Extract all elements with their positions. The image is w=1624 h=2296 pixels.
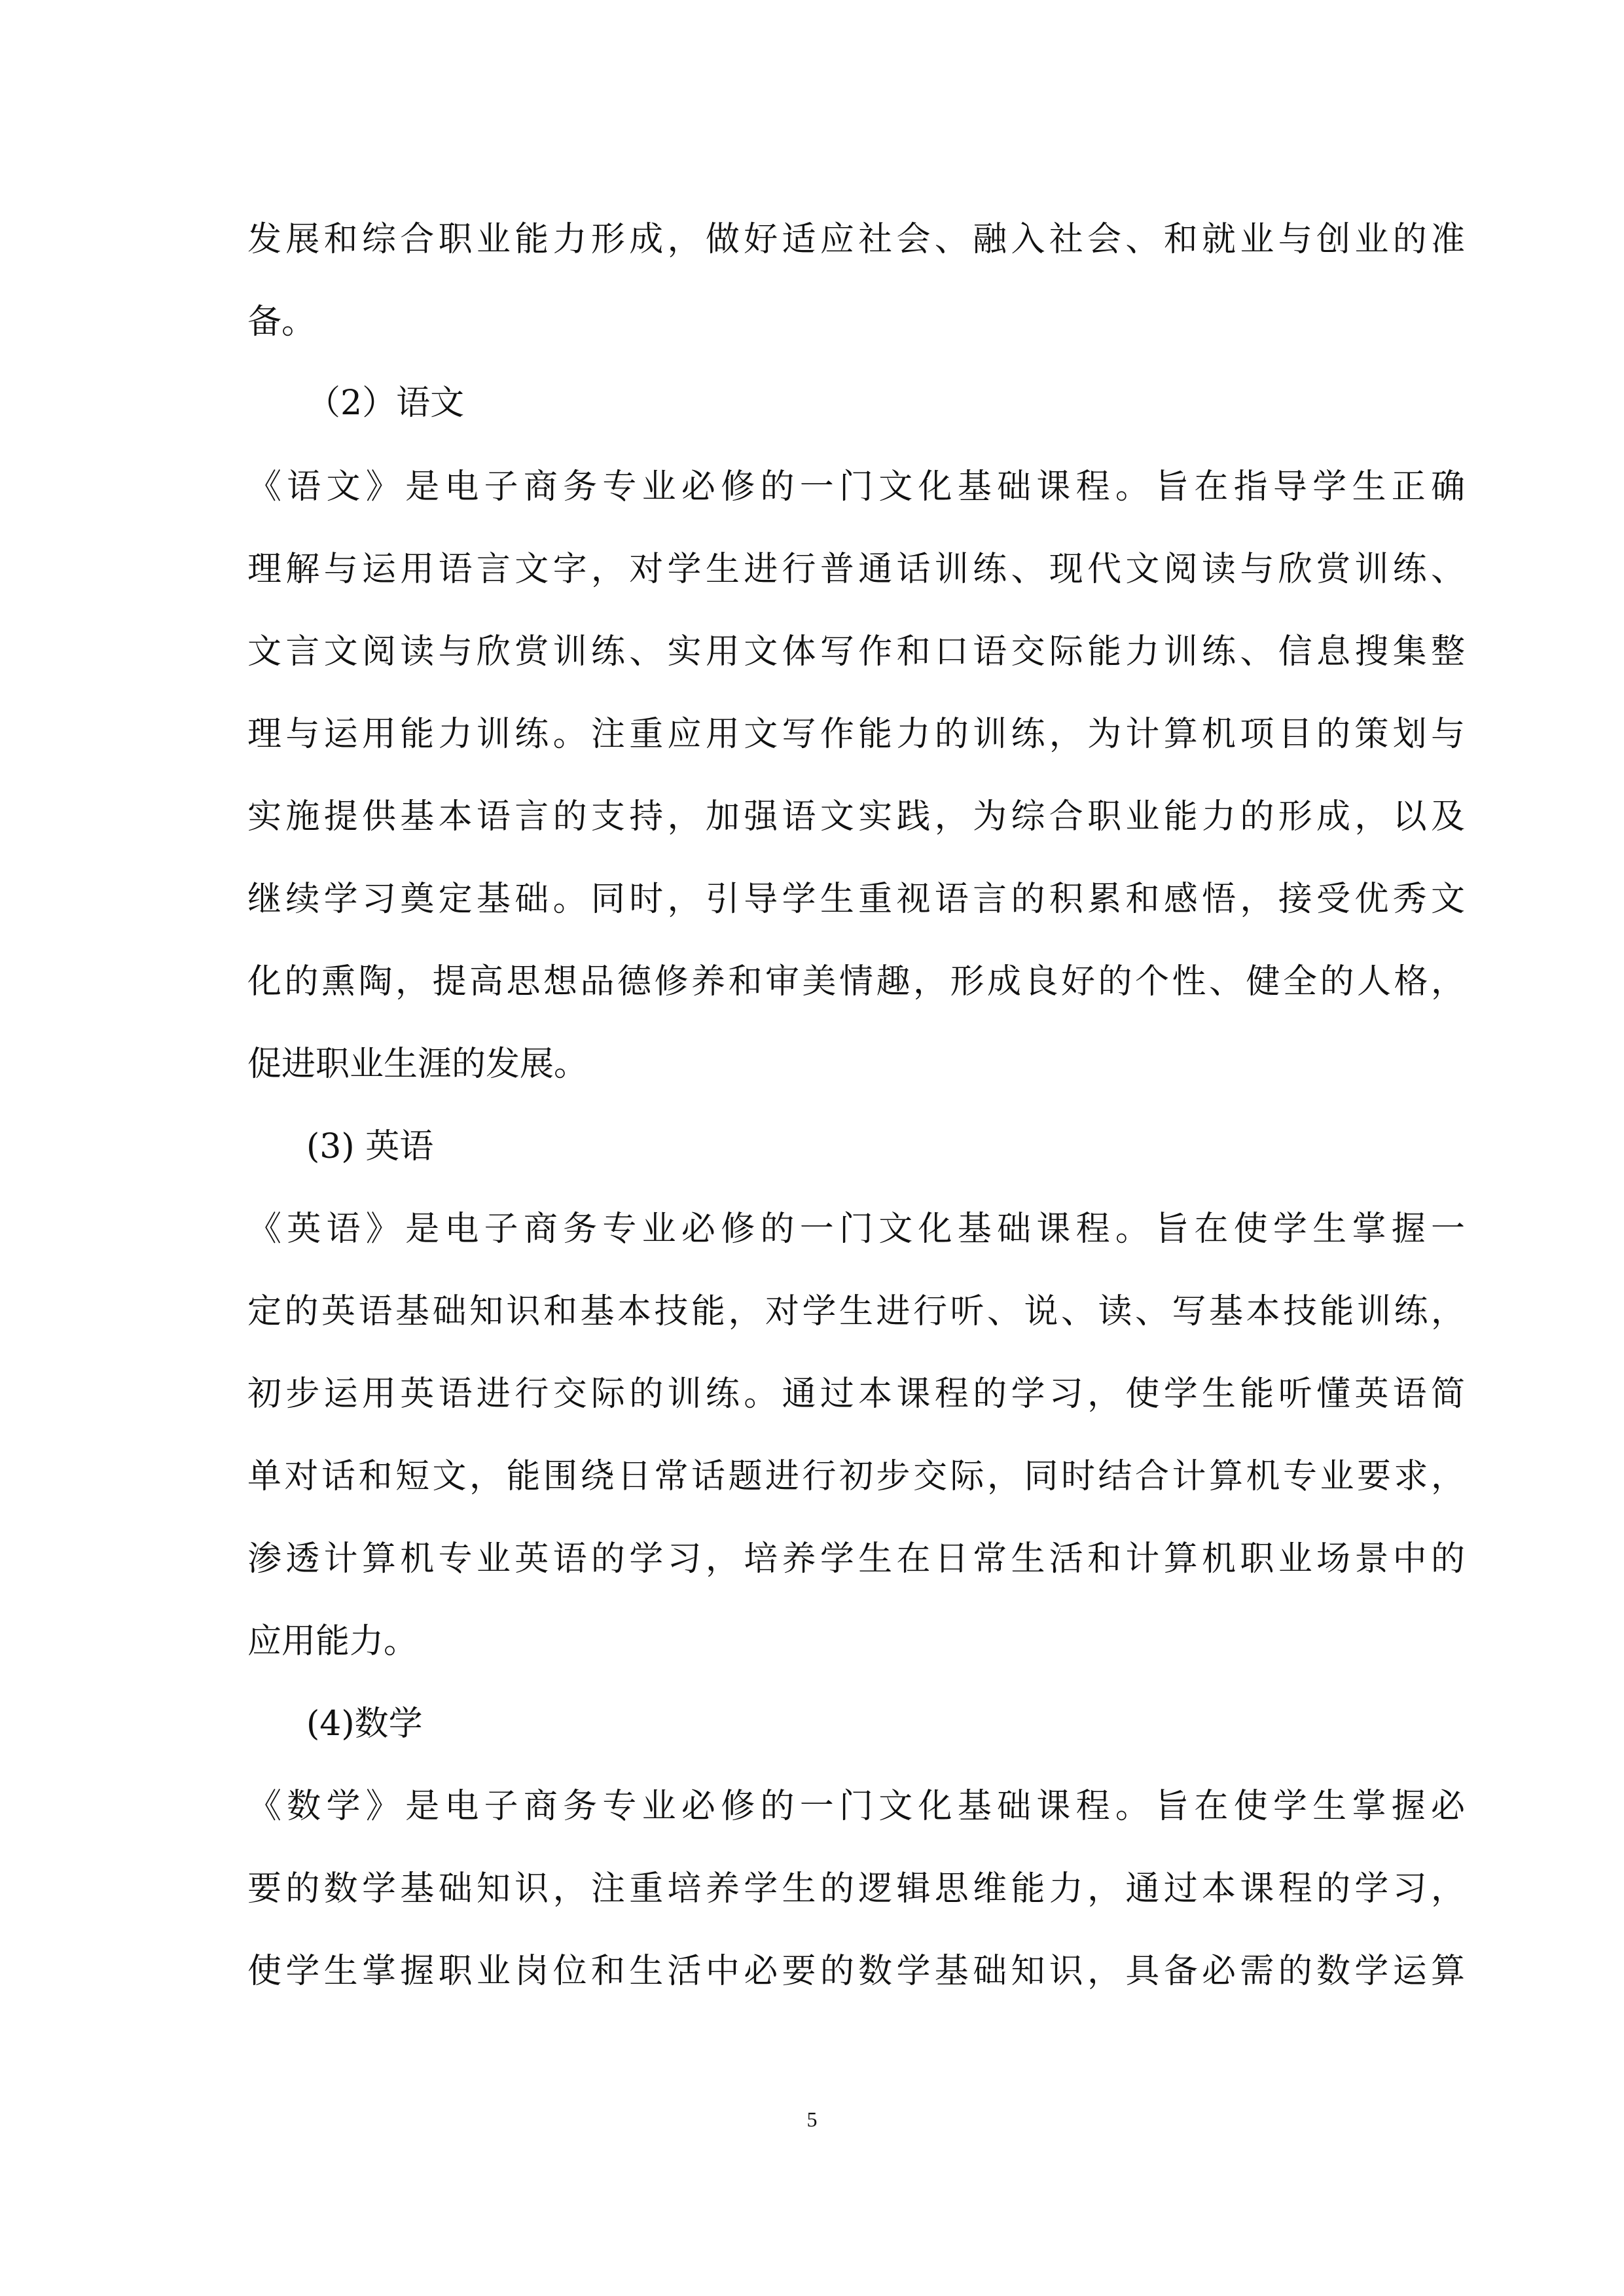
paragraph-line: 《语文》是电子商务专业必修的一门文化基础课程。旨在指导学生正确 [247,467,1465,507]
section-heading-chinese: （2）语文 [306,384,465,423]
paragraph-line: 使学生掌握职业岗位和生活中必要的数学基础知识，具备必需的数学运算 [247,1952,1465,1991]
paragraph-line: 初步运用英语进行交际的训练。通过本课程的学习，使学生能听懂英语简 [247,1374,1465,1414]
paragraph-line: 《英语》是电子商务专业必修的一门文化基础课程。旨在使学生掌握一 [247,1210,1465,1249]
paragraph-line: 定的英语基础知识和基本技能，对学生进行听、说、读、写基本技能训练， [247,1292,1465,1331]
paragraph-line: 实施提供基本语言的支持，加强语文实践，为综合职业能力的形成，以及 [247,797,1465,836]
intro-line-1: 发展和综合职业能力形成，做好适应社会、融入社会、和就业与创业的准 [247,220,1465,259]
section-heading-math: (4)数学 [306,1704,423,1744]
paragraph-line: 要的数学基础知识，注重培养学生的逻辑思维能力，通过本课程的学习， [247,1869,1465,1909]
paragraph-line: 继续学习奠定基础。同时，引导学生重视语言的积累和感悟，接受优秀文 [247,880,1465,919]
paragraph-line: 理与运用能力训练。注重应用文写作能力的训练，为计算机项目的策划与 [247,715,1465,754]
paragraph-line: 《数学》是电子商务专业必修的一门文化基础课程。旨在使学生掌握必 [247,1787,1465,1826]
paragraph-line: 促进职业生涯的发展。 [247,1045,588,1084]
paragraph-line: 应用能力。 [247,1622,418,1661]
paragraph-line: 渗透计算机专业英语的学习，培养学生在日常生活和计算机职业场景中的 [247,1539,1465,1579]
page-number: 5 [806,2108,818,2131]
intro-line-2: 备。 [247,302,316,342]
paragraph-line: 理解与运用语言文字，对学生进行普通话训练、现代文阅读与欣赏训练、 [247,550,1465,589]
paragraph-line: 文言文阅读与欣赏训练、实用文体写作和口语交际能力训练、信息搜集整 [247,632,1465,672]
paragraph-line: 化的熏陶，提高思想品德修养和审美情趣，形成良好的个性、健全的人格， [247,962,1465,1001]
section-heading-english: (3) 英语 [306,1127,434,1166]
paragraph-line: 单对话和短文，能围绕日常话题进行初步交际，同时结合计算机专业要求， [247,1457,1465,1496]
